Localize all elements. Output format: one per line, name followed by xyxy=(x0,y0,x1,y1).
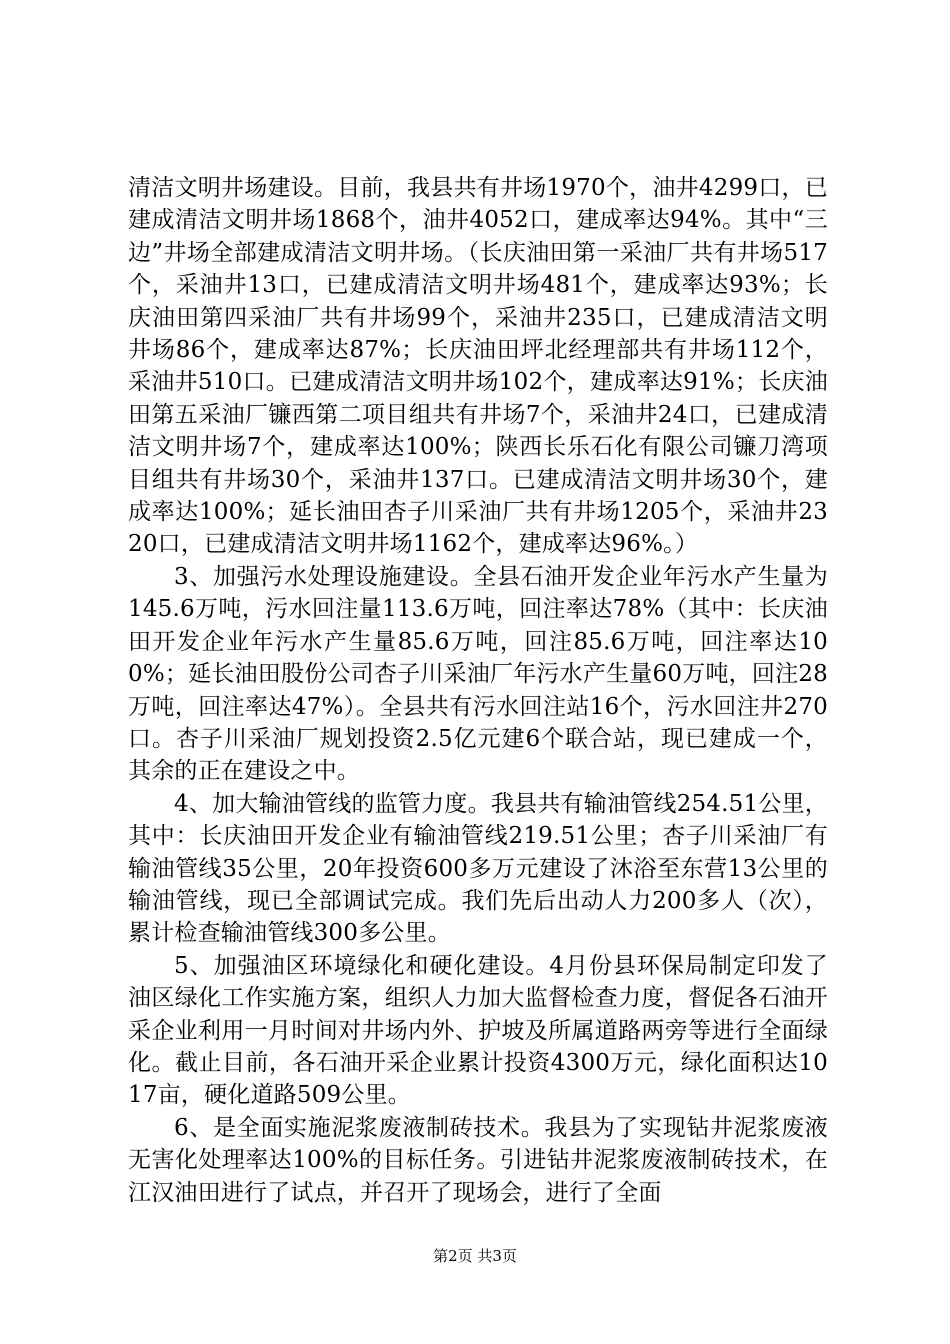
paragraph-wastewater: 3、加强污水处理设施建设。全县石油开发企业年污水产生量为145.6万吨，污水回注量113.6万吨，回注率达78%（其中：长庆油田开发企业年污水产生量85.6万吨，回注85.6万吨，回注率达100%；延长油田股份公司杏子川采油厂年污水产生量60万吨，回注28万吨，回注率达47%）。全县共有污水回注站16个，污水回注井270口。杏子川采油厂规划投资2.5亿元建6个联合站，现已建成一个，其余的正在建设之中。 xyxy=(128,563,828,785)
paragraph-brick-technology: 6、是全面实施泥浆废液制砖技术。我县为了实现钻井泥浆废液无害化处理率达100%的目标任务。引进钻井泥浆废液制砖技术，在江汉油田进行了试点，并召开了现场会，进行了全面 xyxy=(128,1114,828,1206)
paragraph-continuation: 清洁文明井场建设。目前，我县共有井场1970个，油井4299口，已建成清洁文明井场1868个，油井4052口，建成率达94%。其中“三边”井场全部建成清洁文明井场。（长庆油田第一采油厂共有井场517个，采油井13口，已建成清洁文明井场481个，建成率达93%；长庆油田第四采油厂共有井场99个，采油井235口，已建成清洁文明井场86个，建成率达87%；长庆油田坪北经理部共有井场112个，采油井510口。已建成清洁文明井场102个，建成率达91%；长庆油田第五采油厂镰西第二项目组共有井场7个，采油井24口，已建成清洁文明井场7个，建成率达100%；陕西长乐石化有限公司镰刀湾项目组共有井场30个，采油井137口。已建成清洁文明井场30个，建成率达100%；延长油田杏子川采油厂共有井场1205个，采油井2320口，已建成清洁文明井场1162个，建成率达96%。） xyxy=(128,175,828,558)
document-body xyxy=(128,172,828,1209)
paragraph-pipeline: 4、加大输油管线的监管力度。我县共有输油管线254.51公里，其中：长庆油田开发企业有输油管线219.51公里；杏子川采油厂有输油管线35公里，20年投资600多万元建设了沐浴至东营13公里的输油管线，现已全部调试完成。我们先后出动人力200多人（次），累计检查输油管线300多公里。 xyxy=(128,790,828,947)
paragraph-greening: 5、加强油区环境绿化和硬化建设。4月份县环保局制定印发了油区绿化工作实施方案，组织人力加大监督检查力度，督促各石油开采企业利用一月时间对井场内外、护坡及所属道路两旁等进行全面绿化。截止目前，各石油开采企业累计投资4300万元，绿化面积达1017亩，硬化道路509公里。 xyxy=(128,952,828,1109)
page-footer: 第2页 共3页 xyxy=(433,1247,517,1265)
